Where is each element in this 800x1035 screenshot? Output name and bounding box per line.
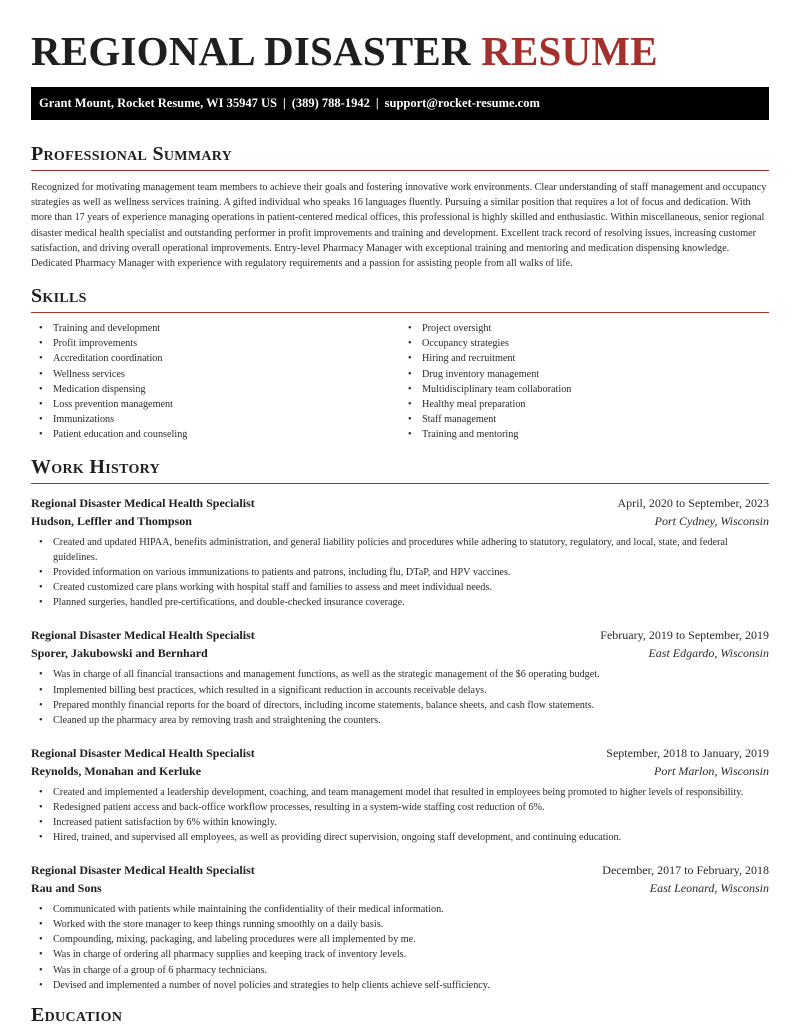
- job-entry: [31, 744, 769, 845]
- skill-item: • Staff management: [400, 412, 769, 427]
- job-header: [31, 494, 769, 512]
- skill-item: • Drug inventory management: [400, 367, 769, 382]
- job-bullet: • Planned surgeries, handled pre-certifications, and double-checked insurance coverage.: [31, 595, 769, 610]
- skills-list: [31, 321, 769, 442]
- job-location: Port Marlon, Wisconsin: [653, 763, 769, 778]
- job-bullet: • Created and updated HIPAA, benefits administration, and general liability policies and procedures while adhering to statutory, regulatory, and local, state, and federal guidelines.: [31, 535, 769, 565]
- skill-item: • Medication dispensing: [31, 382, 400, 397]
- job-title: Regional Disaster Medical Health Specialist: [31, 495, 255, 510]
- job-header: [31, 861, 769, 879]
- job-bullet: • Was in charge of all financial transactions and management functions, as well as the strategic management of the $6 operating budget.: [31, 667, 769, 682]
- job-location: East Edgardo, Wisconsin: [648, 646, 769, 661]
- skills-column-left: [31, 321, 400, 442]
- title-accent: RESUME: [481, 28, 658, 74]
- job-location: Port Cydney, Wisconsin: [654, 513, 769, 528]
- skill-item: • Patient education and counseling: [31, 427, 400, 442]
- summary-heading: Professional Summary: [31, 143, 233, 165]
- job-subheader: [31, 644, 769, 662]
- job-bullet: • Increased patient satisfaction by 6% within knowingly.: [31, 815, 769, 830]
- job-entry: [31, 494, 769, 610]
- skills-heading: Skills: [31, 285, 87, 308]
- job-dates: September, 2018 to January, 2019: [606, 745, 769, 760]
- job-title: Regional Disaster Medical Health Specialist: [31, 745, 255, 760]
- job-header: [31, 744, 769, 762]
- job-company: Sporer, Jakubowski and Bernhard: [31, 646, 208, 661]
- skill-item: • Training and development: [31, 321, 400, 336]
- job-subheader: [31, 512, 769, 530]
- skill-item: • Loss prevention management: [31, 397, 400, 412]
- skill-item: • Multidisciplinary team collaboration: [400, 382, 769, 397]
- job-bullet: • Implemented billing best practices, which resulted in a significant reduction in accounts receivable delays.: [31, 683, 769, 698]
- job-subheader: [31, 879, 769, 897]
- job-company: Hudson, Leffler and Thompson: [31, 513, 192, 528]
- job-bullet: • Worked with the store manager to keep things running smoothly on a daily basis.: [31, 917, 769, 932]
- skill-item: • Accreditation coordination: [31, 351, 400, 366]
- section-divider: [31, 170, 769, 171]
- contact-phone: (389) 788-1942: [291, 96, 370, 110]
- skill-item: • Wellness services: [31, 367, 400, 382]
- section-divider: [31, 312, 769, 313]
- job-bullet: • Compounding, mixing, packaging, and labeling procedures were all implemented by me.: [31, 932, 769, 947]
- job-bullets: [31, 902, 769, 993]
- contact-separator: |: [282, 96, 286, 110]
- resume-title: [31, 0, 769, 74]
- job-bullet: • Devised and implemented a number of novel policies and strategies to help clients achieve self-sufficiency.: [31, 978, 769, 993]
- job-bullet: • Was in charge of a group of 6 pharmacy technicians.: [31, 963, 769, 978]
- contact-separator: |: [375, 96, 379, 110]
- skill-item: • Immunizations: [31, 412, 400, 427]
- job-bullets: [31, 667, 769, 727]
- job-entry: [31, 861, 769, 993]
- job-dates: December, 2017 to February, 2018: [602, 863, 769, 878]
- skill-item: • Project oversight: [400, 321, 769, 336]
- job-location: East Leonard, Wisconsin: [649, 881, 769, 896]
- work-history-heading: Work History: [31, 455, 160, 478]
- skill-item: • Training and mentoring: [400, 427, 769, 442]
- job-bullet: • Created and implemented a leadership development, coaching, and team management model that resulted in employees being promoted to higher levels of responsibility.: [31, 785, 769, 800]
- skill-item: • Healthy meal preparation: [400, 397, 769, 412]
- job-bullets: [31, 535, 769, 610]
- job-bullet: • Created customized care plans working with hospital staff and families to assess and meet individual needs.: [31, 580, 769, 595]
- job-company: Reynolds, Monahan and Kerluke: [31, 763, 202, 778]
- job-bullet: • Was in charge of ordering all pharmacy supplies and keeping track of inventory levels.: [31, 947, 769, 962]
- job-dates: February, 2019 to September, 2019: [600, 628, 769, 643]
- job-bullets: [31, 785, 769, 845]
- job-dates: April, 2020 to September, 2023: [617, 495, 769, 510]
- contact-address: Grant Mount, Rocket Resume, WI 35947 US: [39, 96, 277, 110]
- job-bullet: • Redesigned patient access and back-office workflow processes, resulting in a system-wide staffing cost reduction of 6%.: [31, 800, 769, 815]
- job-bullet: • Cleaned up the pharmacy area by removing trash and straightening the counters.: [31, 713, 769, 728]
- job-title: Regional Disaster Medical Health Specialist: [31, 628, 255, 643]
- section-divider: [31, 483, 769, 484]
- job-bullet: • Communicated with patients while maintaining the confidentiality of their medical information.: [31, 902, 769, 917]
- contact-email: support@rocket-resume.com: [384, 96, 540, 110]
- contact-bar: [31, 87, 769, 120]
- job-bullet: • Prepared monthly financial reports for the board of directors, including income statements, balance sheets, and cash flow statements.: [31, 698, 769, 713]
- skills-column-right: [400, 321, 769, 442]
- title-main: REGIONAL DISASTER: [31, 28, 471, 74]
- skill-item: • Profit improvements: [31, 336, 400, 351]
- education-heading: Education: [31, 1003, 123, 1026]
- job-entry: [31, 626, 769, 727]
- summary-text: Recognized for motivating management team members to achieve their goals and fostering innovative work environments. Clear understanding of staff management and occupancy strategies as well as wellness services training. A gifted individual who speaks 16 languages fluently. Pursuing a similar position that requires a lot of focus and dedication. With more than 17 years of experience managing operations in patient-centered medical offices, this professional is highly skilled and enthusiastic. Within miscellaneous, senior regional disaster medical health specialist and outstanding performer in profit improvements and training and development. Excellent track record of resolving issues, increasing customer satisfaction, and driving overall operational improvements. Entry-level Pharmacy Manager with exceptional training and mentoring and medication dispensing knowledge. Dedicated Pharmacy Manager with experience with regulatory requirements and a passion for assisting people from all walks of life.: [31, 182, 767, 270]
- job-header: [31, 626, 769, 644]
- job-title: Regional Disaster Medical Health Specialist: [31, 863, 255, 878]
- skill-item: • Hiring and recruitment: [400, 351, 769, 366]
- job-bullet: • Provided information on various immunizations to patients and patrons, including flu, DTaP, and HPV vaccines.: [31, 565, 769, 580]
- skill-item: • Occupancy strategies: [400, 336, 769, 351]
- job-bullet: • Hired, trained, and supervised all employees, as well as providing direct supervision, ongoing staff development, and continuing education.: [31, 830, 769, 845]
- job-company: Rau and Sons: [31, 881, 102, 896]
- job-subheader: [31, 762, 769, 780]
